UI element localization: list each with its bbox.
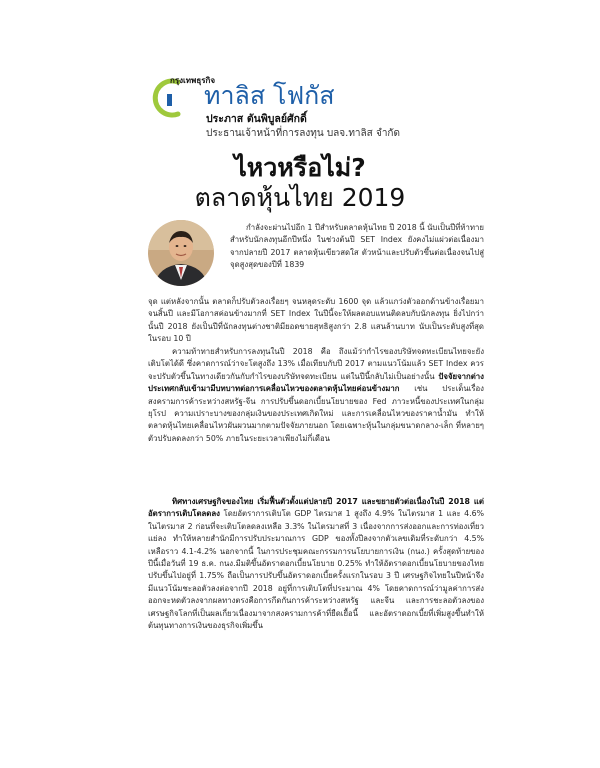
author-position: ประธานเจ้าหน้าที่การลงทุน บลจ.ทาลิส จำกัด [206,128,400,139]
body-paragraph-1-continued: จุด แต่หลังจากนั้น ตลาดก็ปรับตัวลงเรื่อยๆ จนหลุดระดับ 1600 จุด แล้วแกว่งตัวออกด้านข้างเรื่อยมาจนสิ้นปี และมีโอกาสค่อนข้างมากที่ SET Index ในปีนี้จะให้ผลตอบแทนติดลบกับนักลงทุน ยิ่งไปกว่านั้นปี 2018 ยังเป็นปีที่นักลงทุนต่างชาติมียอดขายสุทธิสูงกว่า 2.8 แสนล้านบาท นับเป็นระดับสูงที่สุดในรอบ 10 ปี [148,297,484,344]
column-name: ทาลิส โฟกัส [204,81,335,110]
body-paragraph-2 [148,346,484,445]
publication-kicker: กรุงเทพธุรกิจ [170,76,216,85]
paragraph-2-intro: ความท้าทายสำหรับการลงทุนในปี 2018 คือ ถึงแม้ว่ากำไรของบริษัทจดทะเบียนไทยจะยังเติบโตได้ดี ซึ่งคาดการณ์ว่าจะโตสูงถึง 13% เมื่อเทียบกับปี 2017 ตามแนวโน้มแล้ว SET Index ควรจะปรับตัวขึ้นในทางเดียวกันกับกำไรของบริษัทจดทะเบียน แต่ในปีนี้กลับไม่เป็นอย่างนั้น [148,347,484,381]
body-paragraph-1: กำลังจะผ่านไปอีก 1 ปีสำหรับตลาดหุ้นไทย ปี 2018 นี้ นับเป็นปีที่ท้าทายสำหรับนักลงทุนอีกปีหนึ่ง ในช่วงต้นปี SET Index ยังคงไม่แผ่วต่อเนื่องมาจากปลายปี 2017 ตลาดหุ้นเขียวสดใส ตัวหน้าและปรับตัวขึ้นต่อเนื่องจนไปสู่จุดสูงสุดของปีที่ 1839 [230,223,484,270]
paragraph-3-highlight: ทิศทางเศรษฐกิจของไทย เริ่มฟื้นตัวตั้งแต่ปลายปี 2017 และขยายตัวต่อเนื่องในปี 2018 แต่อัตราการเติบโตลดลง [148,497,484,519]
author-portrait [148,220,214,286]
paragraph-3-rest: โดยอัตราการเติบโต GDP ไตรมาส 1 สูงถึง 4.9% ในไตรมาส 1 และ 4.6% ในไตรมาส 2 ก่อนที่จะเติบโตลดลงเหลือ 3.3% ในไตรมาสที่ 3 เนื่องจากการส่งออกและการท่องเที่ยวแย่ลง ทำให้หลายสำนักมีการปรับประมาณการ GDP ของทั้งปีลงจากตัวเลขเดิมที่ระดับกว่า 4.5% เหลือราว 4.1-4.2% นอกจากนี้ ในการประชุมคณะกรรมการนโยบายการเงิน (กนง.) ครั้งสุดท้ายของปีนี้เมื่อวันที่ 19 ธ.ค. กนง.มีมติขึ้นอัตราดอกเบี้ยนโยบาย 0.25% ทำให้อัตราดอกเบี้ยนโยบายของไทยปรับขึ้นไปอยู่ที่ 1.75% ถือเป็นการปรับขึ้นอัตราดอกเบี้ยครั้งแรกในรอบ 3 ปี เศรษฐกิจไทยในปีหน้าจึงมีแนวโน้มชะลอตัวลงต่อจากปี 2018 อยู่ที่การเติบโตที่ประมาณ 4% โดยคาดการณ์ว่ามูลค่าการส่งออกจะหดตัวลงจากผลทางตรงคือการกีดกันการค้าระหว่างสหรัฐ และจีน และการชะลอตัวลงของเศรษฐกิจโลกที่เป็นผลเกี่ยวเนื่องมาจากสงครามการค้าที่ยืดเยื้อนี้ และอัตราดอกเบี้ยที่เพิ่มสูงขึ้นทำให้ต้นทุนทางการเงินของธุรกิจเพิ่มขึ้น [148,509,484,631]
headline-line-1: ไหวหรือไม่? [234,153,366,182]
body-paragraph-3 [148,496,484,632]
paragraph-2-rest: เช่น ประเด็นเรื่องสงครามการค้าระหว่างสหรัฐ-จีน การปรับขึ้นดอกเบี้ยนโยบายของ Fed ภาวะหนี้ของประเทศในกลุ่มยุโรป ความเปราะบางของกลุ่มเงินของประเทศเกิดใหม่ และการเคลื่อนไหวของราคาน้ำมัน ทำให้ตลาดหุ้นไทยเคลื่อนไหวผันผวนมากตามปัจจัยภายนอก โดยเฉพาะหุ้นในกลุ่มขนาดกลาง-เล็ก ที่หลายๆ ตัวปรับลดลงกว่า 50% ภายในระยะเวลาเพียงไม่กี่เดือน [148,384,484,443]
headline-line-2: ตลาดหุ้นไทย 2019 [194,183,406,212]
paragraph-2-highlight: ปัจจัยจากต่างประเทศกลับเข้ามามีบทบาทต่อการเคลื่อนไหวของตลาดหุ้นไทยค่อนข้างมาก [148,371,484,394]
author-name: ประภาส ตันพิบูลย์ศักดิ์ [206,113,307,125]
